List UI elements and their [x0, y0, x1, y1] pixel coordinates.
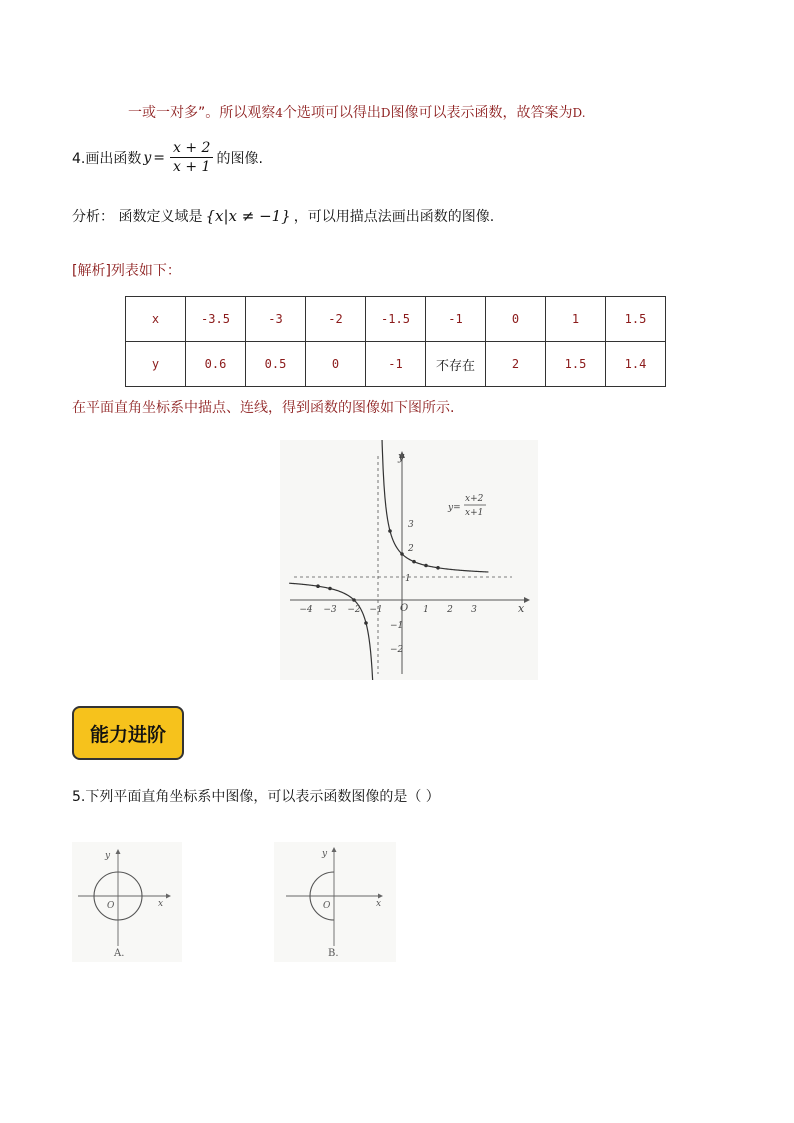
option-b-y-label: y: [322, 849, 328, 859]
plotted-point: [364, 621, 368, 625]
option-a-origin: O: [107, 901, 115, 911]
y-tick-label: 1: [405, 574, 411, 584]
option-a-label: A.: [114, 948, 125, 959]
solution-heading: [解析]列表如下：: [72, 263, 181, 279]
table-cell: 1.4: [606, 342, 666, 387]
plotted-point: [388, 529, 392, 533]
y-tick-label: −2: [390, 645, 404, 655]
function-fraction: $\frac{x + 2}{x + 1}$: [170, 140, 213, 175]
x-tick-label: 3: [471, 605, 477, 615]
table-cell: 1.5: [606, 297, 666, 342]
table-cell: 0: [486, 297, 546, 342]
y-tick-label: −1: [390, 621, 404, 631]
x-tick-label: −3: [323, 605, 337, 615]
table-cell: -3: [246, 297, 306, 342]
function-graph: [280, 440, 538, 680]
table-row: [126, 297, 666, 342]
value-table: [125, 296, 666, 387]
table-cell: 不存在: [426, 342, 486, 387]
table-cell: -3.5: [186, 297, 246, 342]
y-tick-label: 3: [408, 520, 414, 530]
plotted-point: [424, 564, 428, 568]
table-cell: -1.5: [366, 297, 426, 342]
table-cell: 1: [546, 297, 606, 342]
formula-numerator: x+2: [465, 494, 484, 504]
x-axis-label: x: [518, 602, 525, 615]
table-cell: 1.5: [546, 342, 606, 387]
y-tick-label: 2: [408, 544, 414, 554]
x-tick-label: 1: [423, 605, 429, 615]
option-a-y-label: y: [105, 851, 111, 861]
plotted-point: [400, 552, 404, 556]
option-b-origin: O: [323, 901, 331, 911]
option-a-x-label: x: [158, 899, 164, 909]
plotted-point: [412, 560, 416, 564]
table-cell: 2: [486, 342, 546, 387]
x-tick-label: −4: [299, 605, 313, 615]
y-axis-label: y: [398, 450, 405, 463]
formula-denominator: x+1: [465, 508, 484, 518]
origin-label: O: [400, 603, 409, 614]
table-cell: -1: [366, 342, 426, 387]
analysis-line: 分析： 函数定义域是 {x|x ≠ −1} ，可以用描点法画出函数的图像.: [72, 207, 495, 225]
graph-background: [280, 440, 538, 680]
option-a-background: [72, 842, 182, 962]
graph-description: 在平面直角坐标系中描点、连线，得到函数的图像如下图所示.: [72, 400, 455, 416]
option-b-label: B.: [328, 948, 339, 959]
plotted-point: [352, 598, 356, 602]
table-cell: 0.5: [246, 342, 306, 387]
question-4: 4.画出函数 y = $\frac{x + 2}{x + 1}$ 的图像.: [72, 140, 263, 175]
table-row: [126, 342, 666, 387]
table-cell: y: [126, 342, 186, 387]
table-cell: x: [126, 297, 186, 342]
option-a-graph: [72, 842, 182, 962]
option-b-x-label: x: [376, 899, 382, 909]
table-cell: 0.6: [186, 342, 246, 387]
x-tick-label: 2: [447, 605, 453, 615]
section-badge: 能力进阶: [72, 706, 184, 760]
table-cell: -2: [306, 297, 366, 342]
x-tick-label: −1: [369, 605, 383, 615]
plotted-point: [436, 566, 440, 570]
x-tick-label: −2: [347, 605, 361, 615]
previous-answer-line: 一或一对多”。所以观察4个选项可以得出D图像可以表示函数，故答案为D.: [128, 105, 586, 121]
question-5: 5.下列平面直角坐标系中图像，可以表示函数图像的是（ ）: [72, 789, 440, 805]
formula-lhs: y=: [448, 503, 461, 513]
table-cell: 0: [306, 342, 366, 387]
plotted-point: [316, 584, 320, 588]
plotted-point: [328, 587, 332, 591]
table-cell: -1: [426, 297, 486, 342]
option-b-graph: [274, 842, 396, 962]
